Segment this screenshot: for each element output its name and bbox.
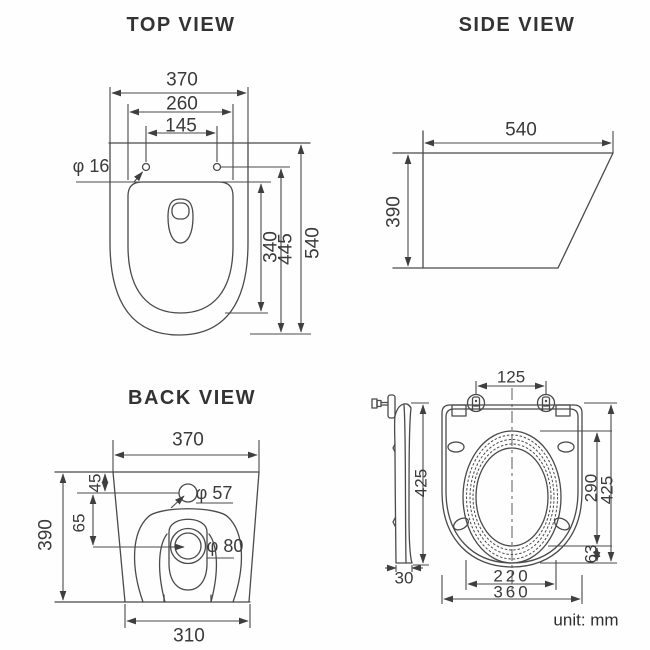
seat-total-length-dim: 425 bbox=[597, 475, 617, 505]
seat-opening-length-dim: 290 bbox=[581, 473, 601, 503]
side-height-dim: 390 bbox=[383, 196, 405, 228]
top-hole-diameter-label: φ 16 bbox=[72, 156, 110, 176]
top-view-title: TOP VIEW bbox=[126, 14, 236, 36]
side-view-drawing bbox=[393, 131, 613, 268]
back-view-drawing bbox=[55, 440, 259, 628]
back-inlet-outlet-gap-dim: 65 bbox=[69, 513, 89, 533]
back-bottom-width-dim: 310 bbox=[173, 625, 205, 647]
side-depth-dim: 540 bbox=[505, 119, 537, 141]
top-rim-depth-dim: 445 bbox=[275, 233, 297, 265]
back-top-width-dim: 370 bbox=[172, 429, 204, 451]
back-height-dim: 390 bbox=[35, 519, 57, 551]
back-view-title: BACK VIEW bbox=[128, 387, 256, 409]
back-outlet-diameter-label: φ 80 bbox=[206, 536, 244, 556]
seat-rear-offset-dim: 63 bbox=[581, 544, 601, 564]
top-bowl-depth-dim: 340 bbox=[260, 231, 282, 263]
seat-hinge-spacing-dim: 125 bbox=[496, 367, 526, 387]
top-width-overall-dim: 370 bbox=[166, 69, 198, 91]
seat-opening-width-dim: 220 bbox=[493, 566, 531, 586]
seat-thickness-dim: 30 bbox=[394, 568, 414, 588]
back-inlet-diameter-label: φ 57 bbox=[195, 483, 233, 503]
seat-side-length-dim: 425 bbox=[411, 468, 431, 498]
back-inlet-offset-dim: 45 bbox=[85, 473, 105, 493]
unit-label: unit: mm bbox=[553, 610, 619, 630]
top-hole-spacing-dim: 145 bbox=[165, 115, 197, 137]
side-view-title: SIDE VIEW bbox=[458, 14, 576, 36]
seat-total-width-dim: 360 bbox=[493, 582, 531, 602]
top-total-depth-dim: 540 bbox=[302, 227, 324, 259]
top-seat-width-dim: 260 bbox=[166, 93, 198, 115]
